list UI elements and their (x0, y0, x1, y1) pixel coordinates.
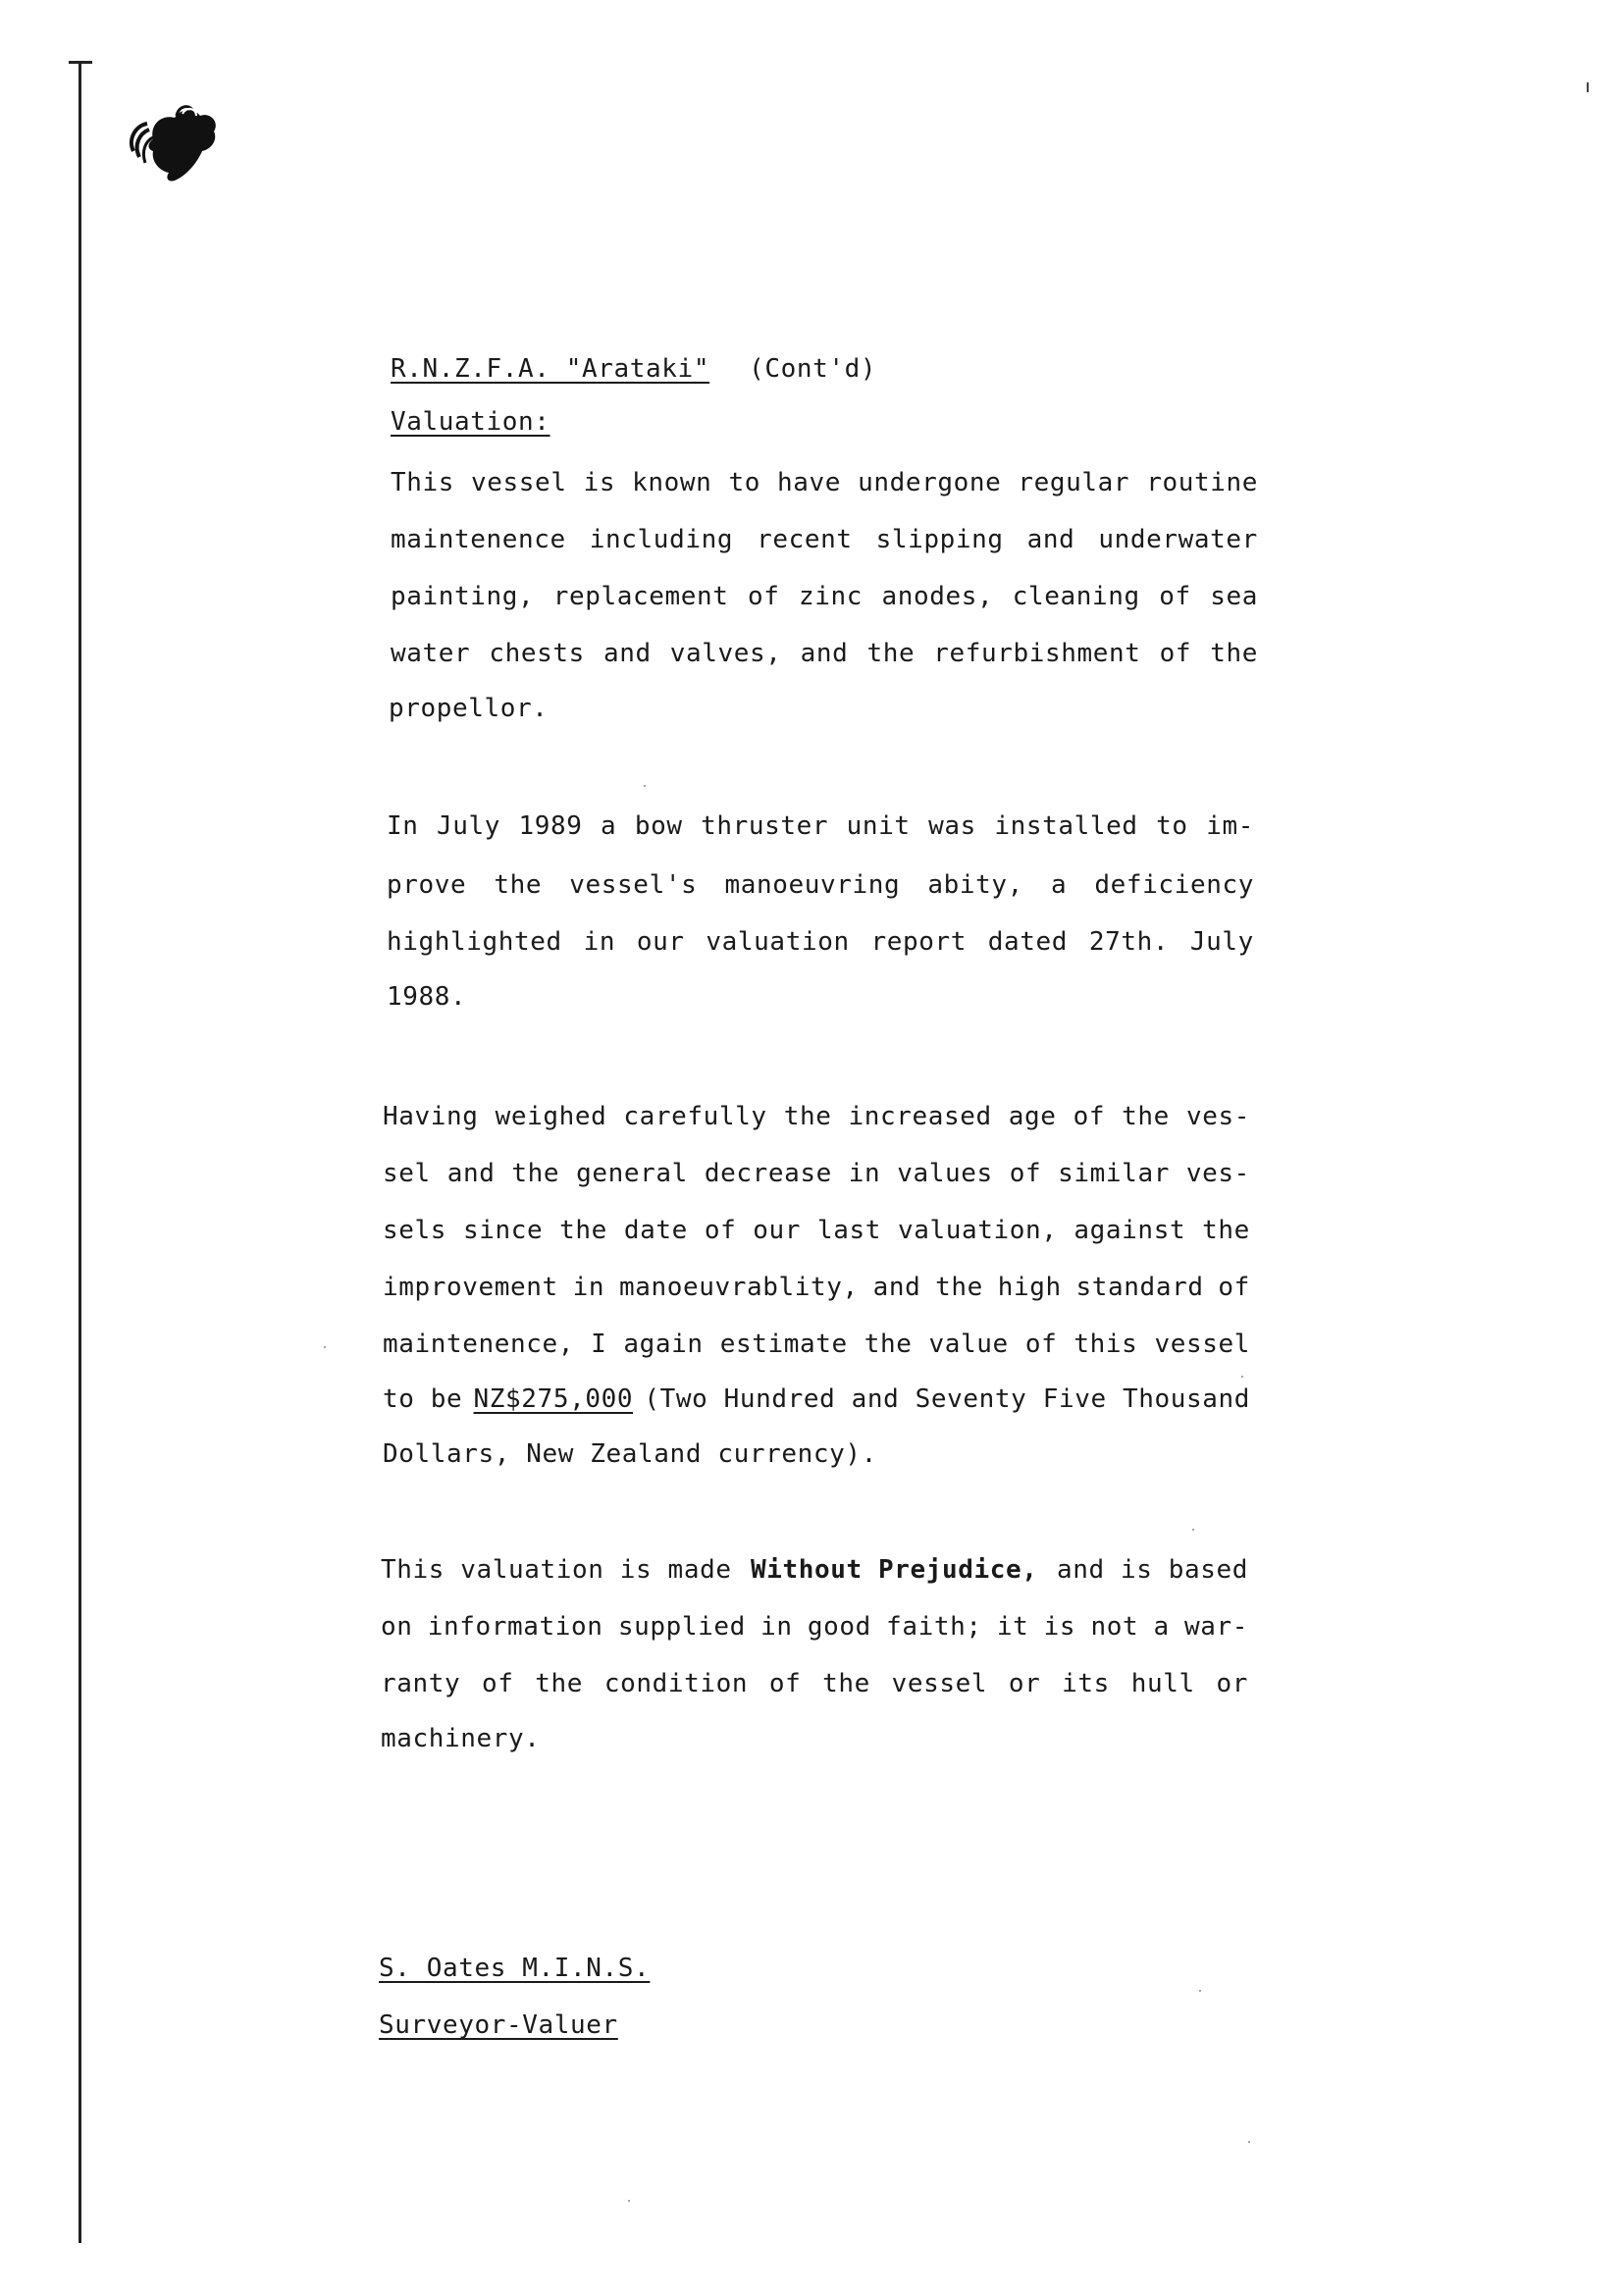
scan-speck (1241, 1376, 1243, 1378)
word: the (935, 1273, 983, 1302)
word: it (996, 1612, 1029, 1642)
word: valuation, (897, 1216, 1058, 1245)
corner-mark (1587, 82, 1589, 92)
word: painting, (391, 582, 535, 611)
word: including (589, 525, 734, 554)
word: and (800, 639, 849, 668)
word: general (576, 1159, 688, 1188)
word: of (768, 1669, 802, 1698)
word: a (1153, 1612, 1170, 1642)
word: July (1189, 927, 1254, 957)
word: decrease (704, 1159, 832, 1188)
paragraph-3-line (383, 1158, 1250, 1189)
word: sels (383, 1216, 447, 1245)
paragraph-2-line (387, 810, 1254, 842)
word: prove (387, 870, 467, 900)
word: refurbishment (933, 639, 1141, 668)
scan-speck (1192, 1529, 1194, 1531)
word: chests (489, 639, 585, 668)
word: known (632, 468, 712, 497)
word: the (559, 1216, 607, 1245)
signatory-title: Surveyor-Valuer (379, 2010, 618, 2040)
signatory-name: S. Oates M.I.N.S. (379, 1954, 651, 1983)
bird-logo-icon (124, 100, 222, 188)
word: report (870, 927, 968, 957)
word: standard (1075, 1273, 1204, 1302)
word: war- (1183, 1612, 1248, 1642)
word: the (1202, 1216, 1250, 1245)
word: vessel (1154, 1330, 1250, 1359)
word: the (783, 1102, 832, 1131)
word: high (997, 1273, 1062, 1302)
word: the (1210, 639, 1258, 668)
paragraph-4-line (381, 1611, 1248, 1643)
word: highlighted (387, 927, 562, 957)
word: is (583, 468, 616, 497)
word: installed (994, 811, 1138, 841)
word: regular (1018, 468, 1130, 497)
binding-rule (79, 63, 81, 2243)
word: the (494, 870, 543, 900)
word: improvement (383, 1273, 558, 1302)
word: or (1008, 1669, 1041, 1698)
valuation-amount: NZ$275,000 (473, 1384, 634, 1414)
scan-speck (1248, 2141, 1250, 2143)
word: carefully (623, 1102, 767, 1131)
word: routine (1146, 468, 1258, 497)
word: sel (383, 1159, 431, 1188)
disclaimer-suffix: and is based (1056, 1555, 1248, 1585)
word: again (623, 1330, 704, 1359)
word: manoeuvring (724, 870, 901, 900)
disclaimer-prefix: This valuation is made (381, 1555, 732, 1585)
word: have (777, 468, 842, 497)
paragraph-3-line: Dollars, New Zealand currency). (383, 1439, 877, 1469)
word: of (482, 1669, 514, 1698)
word: replacement (552, 582, 729, 611)
word: and (446, 1159, 496, 1188)
word: deficiency (1094, 870, 1254, 900)
word: a (601, 811, 617, 841)
continued-label: (Cont'd) (749, 354, 877, 384)
paragraph-1-line (391, 467, 1258, 498)
word: the (511, 1159, 560, 1188)
word: the (866, 639, 916, 668)
word: and (602, 639, 652, 668)
word: weighed (495, 1102, 607, 1131)
word: bow (634, 811, 683, 841)
word: abity, (927, 870, 1023, 900)
word: in (760, 1612, 793, 1642)
paragraph-4-line (381, 1554, 1248, 1586)
word: of (1009, 1159, 1042, 1188)
word: of (1024, 1330, 1058, 1359)
word: age (1008, 1102, 1057, 1131)
scan-speck (324, 1346, 326, 1348)
word: underwater (1098, 525, 1258, 554)
word: ranty (381, 1669, 461, 1698)
word: against (1073, 1216, 1186, 1245)
word: water (391, 639, 471, 668)
paragraph-3-line (383, 1101, 1250, 1132)
word: of (748, 582, 780, 611)
scan-speck (1199, 1990, 1201, 1992)
paragraph-2-line: 1988. (387, 982, 467, 1012)
word: of (1218, 1273, 1250, 1302)
paragraph-1-line (391, 638, 1258, 669)
word: of (704, 1216, 737, 1245)
word: maintenence, (383, 1330, 575, 1359)
word: ves- (1185, 1159, 1250, 1188)
word: a (1051, 870, 1068, 900)
word: date (623, 1216, 688, 1245)
word: to (1156, 811, 1188, 841)
word: or (1216, 1669, 1248, 1698)
word: of (1159, 639, 1192, 668)
word: this (1073, 1330, 1138, 1359)
word: maintenence (391, 525, 566, 554)
paragraph-1-line (391, 581, 1258, 612)
word: last (816, 1216, 881, 1245)
word: values (897, 1159, 993, 1188)
word: and (1026, 525, 1075, 554)
paragraph-3-line (383, 1329, 1250, 1360)
word: in (572, 1273, 605, 1302)
word: vessel (471, 468, 567, 497)
word: slipping (875, 525, 1004, 554)
word: of (1159, 582, 1191, 611)
paragraph-1-line (391, 524, 1258, 555)
word: im- (1206, 811, 1254, 841)
word: ves- (1185, 1102, 1250, 1131)
word: of (1073, 1102, 1106, 1131)
word: in (583, 927, 616, 957)
word: 27th. (1088, 927, 1170, 957)
word: dated (987, 927, 1069, 957)
word: valuation (706, 927, 850, 957)
header-line (391, 353, 876, 385)
word: vessel (891, 1669, 988, 1698)
paragraph-2-line (387, 869, 1254, 901)
word: condition (603, 1669, 749, 1698)
word: and (872, 1273, 921, 1302)
word: not (1090, 1612, 1139, 1642)
word: hull (1130, 1669, 1195, 1698)
paragraph-4-line (381, 1668, 1248, 1699)
word: thruster (701, 811, 829, 841)
section-heading: Valuation: (391, 407, 550, 437)
word: vessel's (569, 870, 698, 900)
word: manoeuvrablity, (618, 1273, 859, 1302)
value-words: (Two Hundred and Seventy Five Thousand (644, 1384, 1250, 1414)
paragraph-1-line: propellor. (389, 694, 549, 723)
word: information (427, 1612, 603, 1642)
word: similar (1058, 1159, 1170, 1188)
word: sea (1210, 582, 1258, 611)
word: the (535, 1669, 584, 1698)
word: valves, (669, 639, 782, 668)
valuation-amount-line (383, 1383, 1250, 1415)
word: undergone (858, 468, 1002, 497)
word: to (728, 468, 760, 497)
word: zinc (799, 582, 864, 611)
without-prejudice: Without Prejudice, (750, 1555, 1038, 1585)
word: faith; (886, 1612, 982, 1642)
word: was (928, 811, 976, 841)
word: its (1062, 1669, 1110, 1698)
word: our (636, 927, 685, 957)
word: supplied (617, 1612, 746, 1642)
value-prefix: to be (383, 1384, 463, 1414)
word: This (391, 468, 455, 497)
word: 1989 (518, 811, 583, 841)
scan-speck (644, 785, 646, 787)
word: our (753, 1216, 802, 1245)
word: anodes, (881, 582, 994, 611)
word: cleaning (1012, 582, 1140, 611)
paragraph-3-line (383, 1272, 1250, 1303)
word: good (807, 1612, 871, 1642)
word: value (928, 1330, 1009, 1359)
vessel-title: R.N.Z.F.A. "Arataki" (391, 354, 710, 384)
paragraph-4-line: machinery. (381, 1724, 541, 1753)
word: the (822, 1669, 870, 1698)
paragraph-2-line (387, 926, 1254, 958)
word: unit (846, 811, 911, 841)
word: is (1043, 1612, 1076, 1642)
word: since (462, 1216, 544, 1245)
word: the (864, 1330, 913, 1359)
word: I (591, 1330, 607, 1359)
word: increased (848, 1102, 992, 1131)
word: in (848, 1159, 881, 1188)
word: July (437, 811, 501, 841)
word: In (387, 811, 419, 841)
word: Having (383, 1102, 479, 1131)
word: recent (757, 525, 853, 554)
scan-speck (628, 2200, 630, 2202)
word: estimate (719, 1330, 848, 1359)
word: the (1122, 1102, 1170, 1131)
paragraph-3-line (383, 1215, 1250, 1246)
word: on (381, 1612, 413, 1642)
